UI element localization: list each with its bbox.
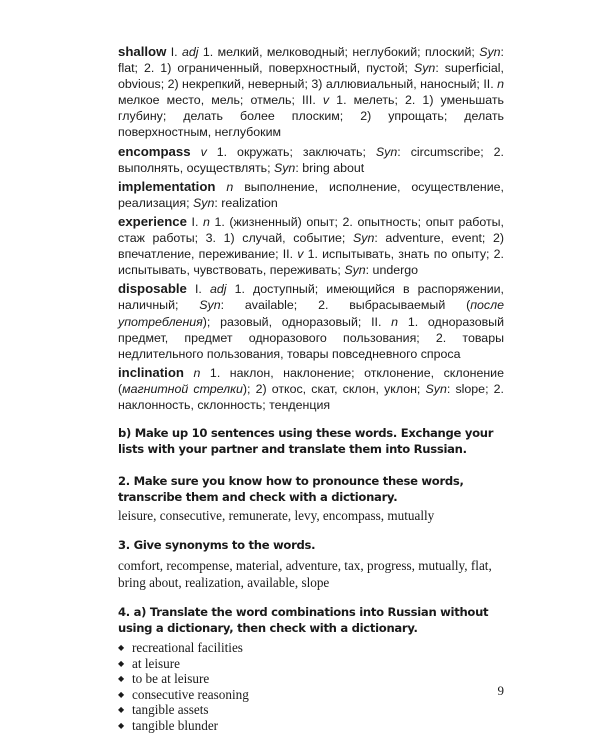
entry-headword: shallow bbox=[118, 44, 167, 59]
entry-definition-text: : bring about bbox=[295, 160, 365, 175]
entry-grammar-label: Syn bbox=[344, 263, 366, 278]
entry-definition-text: I. bbox=[186, 214, 203, 229]
diamond-bullet-icon: ◆ bbox=[118, 658, 125, 668]
list-item-text: at leisure bbox=[132, 655, 180, 671]
diamond-bullet-icon: ◆ bbox=[118, 705, 125, 715]
entry-definition-text: : superficial, obvious; 2) некрепкий, неверный; 3) аллювиальный, наносный; II. bbox=[118, 61, 504, 92]
diamond-bullet-icon: ◆ bbox=[118, 720, 125, 730]
entry-grammar-label: v bbox=[200, 144, 207, 159]
list-item-text: to be at leisure bbox=[132, 671, 210, 687]
entry-definition-text bbox=[215, 180, 226, 194]
entry-grammar-label: adj bbox=[182, 45, 199, 59]
entry-definition-text: : flat; 2. 1) ограниченный, поверхностный, пустой; bbox=[118, 45, 504, 76]
entry-grammar-label: n bbox=[226, 179, 234, 194]
entry-definition-text: 1. мелкий, мелководный; неглубокий; плоский; bbox=[198, 45, 480, 59]
dictionary-entry bbox=[118, 44, 504, 141]
entry-definition-text: 1. испытывать, знать по опыту; 2. испытывать, чувствовать, переживать; bbox=[118, 247, 504, 278]
list-item bbox=[118, 656, 504, 672]
dictionary-entry bbox=[118, 144, 504, 176]
entry-definition-text: : slope; 2. наклонность, склонность; тенденция bbox=[118, 381, 504, 412]
entry-grammar-label: Syn bbox=[425, 381, 447, 396]
list-item bbox=[118, 671, 504, 687]
task-3-heading: 3. Give synonyms to the words. bbox=[118, 538, 316, 553]
entry-grammar-label: Syn bbox=[479, 45, 501, 59]
entry-definition-text: 1. окружать; заключать; bbox=[206, 144, 376, 159]
vocabulary-entries bbox=[118, 44, 504, 413]
entry-definition-text: : undergo bbox=[365, 263, 419, 278]
entry-grammar-label: n bbox=[391, 314, 399, 329]
entry-headword: disposable bbox=[118, 281, 187, 297]
task-2-words: leisure, consecutive, remunerate, levy, encompass, mutually bbox=[118, 508, 435, 524]
entry-definition-text: 1. одноразовый предмет, предмет одноразового пользования; 2. товары недлительного пользования, товары повседневного спроса bbox=[118, 314, 504, 361]
entry-definition-text: : adventure, event; 2) впечатление, переживание; II. bbox=[118, 231, 504, 262]
dictionary-entry bbox=[118, 281, 504, 361]
list-item bbox=[118, 702, 504, 718]
entry-definition-text: 1. наклон, наклонение; отклонение, склонение ( bbox=[118, 365, 504, 396]
entry-grammar-label: Syn bbox=[353, 231, 375, 246]
list-item bbox=[118, 687, 504, 703]
entry-grammar-label: Syn bbox=[199, 298, 221, 313]
entry-grammar-label: Syn bbox=[273, 160, 296, 175]
task-2-heading: 2. Make sure you know how to pronounce these words, transcribe them and check with a dictionary. bbox=[118, 474, 464, 505]
entry-definition-text: 1. (жизненный) опыт; 2. опытность; опыт работы, стаж работы; 3. 1) случай, событие; bbox=[118, 214, 504, 246]
list-item bbox=[118, 640, 504, 656]
entry-grammar-label: adj bbox=[209, 282, 227, 297]
entry-definition-text: мелкое место, мель; отмель; III. bbox=[118, 93, 323, 108]
list-item-text: recreational facilities bbox=[132, 640, 243, 656]
entry-grammar-label: Syn bbox=[375, 144, 398, 159]
diamond-bullet-icon: ◆ bbox=[118, 643, 125, 653]
diamond-bullet-icon: ◆ bbox=[118, 674, 125, 684]
entry-definition-text: 1. доступный; имеющийся в распоряжении, наличный; bbox=[118, 282, 504, 313]
entry-definition-text: : circumscribe; 2. выполнять, осуществлять; bbox=[118, 144, 504, 175]
diamond-bullet-icon: ◆ bbox=[118, 689, 125, 699]
list-item-text: tangible blunder bbox=[132, 717, 219, 733]
task-4-heading: 4. a) Translate the word combinations into Russian without using a dictionary, then check with a dictionary. bbox=[118, 605, 489, 636]
entry-definition-text: : available; 2. выбрасываемый ( bbox=[220, 298, 471, 313]
word-combination-list bbox=[118, 640, 504, 733]
entry-headword: experience bbox=[118, 213, 187, 229]
entry-grammar-label: n bbox=[497, 77, 504, 92]
entry-definition-text: выполнение, исполнение, осуществление, реализация; bbox=[118, 179, 505, 210]
entry-definition-text: ); разовый, одноразовый; II. bbox=[202, 314, 392, 329]
dictionary-entry bbox=[118, 214, 504, 278]
entry-definition-text: I. bbox=[166, 45, 182, 59]
entry-definition-text bbox=[191, 145, 201, 159]
page-number: 9 bbox=[497, 683, 504, 698]
entry-grammar-label: после употребления bbox=[118, 298, 504, 329]
list-item-text: consecutive reasoning bbox=[132, 686, 249, 702]
entry-headword: encompass bbox=[118, 143, 191, 159]
dictionary-entry bbox=[118, 179, 504, 211]
text-column bbox=[118, 44, 504, 733]
entry-grammar-label: v bbox=[297, 247, 304, 262]
list-item-text: tangible assets bbox=[132, 702, 209, 718]
entry-definition-text: : realization bbox=[214, 195, 278, 210]
entry-grammar-label: v bbox=[322, 93, 330, 108]
dictionary-entry bbox=[118, 365, 504, 413]
entry-grammar-label: магнитной стрелки bbox=[122, 381, 243, 396]
entry-grammar-label: n bbox=[193, 365, 201, 380]
entry-definition-text: 1. мелеть; 2. 1) уменьшать глубину; делать более плоским; 2) упрощать; делать поверхностным, неглубоким bbox=[118, 93, 504, 140]
list-item bbox=[118, 718, 504, 734]
entry-definition-text: ); 2) откос, скат, склон, уклон; bbox=[242, 381, 426, 396]
task-b-heading: b) Make up 10 sentences using these words. Exchange your lists with your partner and translate them into Russian. bbox=[118, 426, 494, 457]
entry-grammar-label: Syn bbox=[193, 195, 215, 210]
entry-grammar-label: Syn bbox=[413, 61, 436, 76]
entry-headword: inclination bbox=[118, 364, 184, 380]
entry-definition-text: I. bbox=[186, 282, 210, 297]
task-3-words: comfort, recompense, material, adventure, tax, progress, mutually, flat, bring about, realization, available, slope bbox=[118, 558, 492, 591]
entry-headword: implementation bbox=[118, 178, 216, 194]
entry-grammar-label: n bbox=[202, 214, 210, 229]
